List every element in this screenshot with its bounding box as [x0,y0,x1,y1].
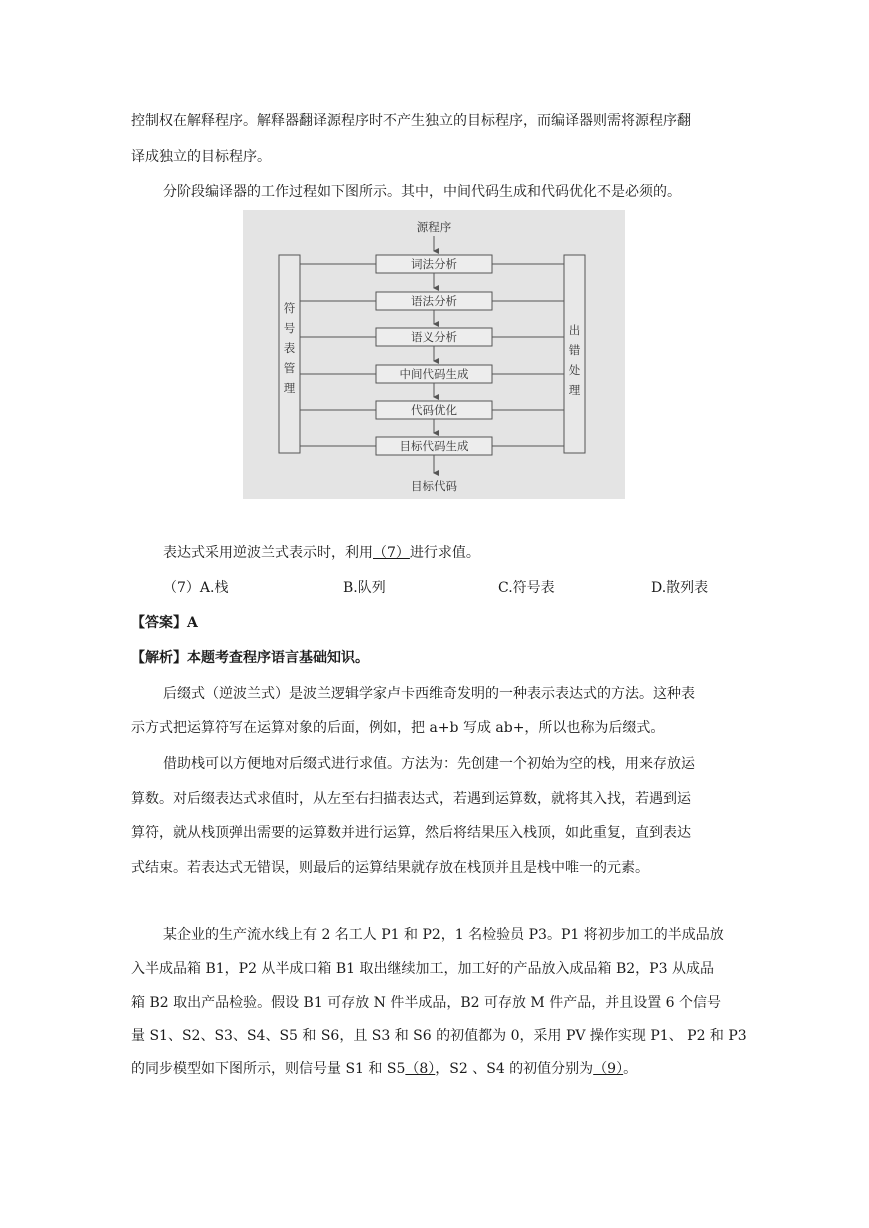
stage-label: 词法分析 [411,257,457,271]
target-code-label: 目标代码 [411,479,457,493]
stage-label: 目标代码生成 [399,439,469,453]
error-handling-char: 理 [568,383,581,397]
paragraph-line: 借助栈可以方便地对后缀式进行求值。方法为：先创建一个初始为空的栈，用来存放运 [163,756,695,772]
paragraph-line: 算数。对后缀表达式求值时，从左至右扫描表达式，若遇到运算数，就将其入找，若遇到运 [131,791,691,807]
analysis-heading [131,648,369,668]
paragraph-line: 后缀式（逆波兰式）是波兰逻辑学家卢卡西维奇发明的一种表示表达式的方法。这种表 [163,686,695,702]
option-d: D.散列表 [651,580,709,596]
error-handling-char: 出 [568,323,581,337]
stage-label: 中间代码生成 [399,367,469,381]
question-7-stem [163,543,480,563]
symbol-table-char: 号 [283,321,296,335]
option-c: C.符号表 [498,580,555,596]
blank-8: （8） [405,1061,436,1077]
paragraph-line: 分阶段编译器的工作过程如下图所示。其中，中间代码生成和代码优化不是必须的。 [163,184,681,200]
paragraph-line: 译成独立的目标程序。 [131,149,271,165]
stem-text: ，S2 、S4 的初值分别为 [435,1061,594,1077]
paragraph-line: 示方式把运算符写在运算对象的后面，例如，把 a+b 写成 ab+，所以也称为后缀式。 [131,720,665,736]
symbol-table-char: 理 [283,381,296,395]
stem-text: 表达式采用逆波兰式表示时，利用 [163,545,373,561]
analysis-title: 本题考查程序语言基础知识。 [187,650,369,666]
stage-label: 语法分析 [411,294,457,308]
blank-9: （9） [593,1061,624,1077]
stem-text: 。 [623,1061,638,1077]
answer-value: A [187,615,198,631]
stem-text: 的同步模型如下图所示，则信号量 S1 和 S5 [131,1061,406,1077]
paragraph-line: 控制权在解释程序。解释器翻译源程序时不产生独立的目标程序，而编译器则需将源程序翻 [131,113,691,129]
option-a: （7）A.栈 [163,580,229,596]
paragraph-line: 量 S1、S2、S3、S4、S5 和 S6，且 S3 和 S6 的初值都为 0，采用 PV 操作实现 P1、 P2 和 P3 [131,1028,747,1044]
error-handling-char: 错 [568,343,581,357]
question-8-stem [131,1059,637,1079]
answer-line [131,613,198,633]
compiler-phases-diagram [243,210,625,499]
option-b: B.队列 [343,580,386,596]
paragraph-line: 算符，就从栈顶弹出需要的运算数并进行运算，然后将结果压入栈顶，如此重复，直到表达 [131,825,691,841]
stage-label: 代码优化 [411,403,457,417]
analysis-label: 【解析】 [131,650,187,666]
blank-7: （7） [373,545,410,561]
paragraph-line: 某企业的生产流水线上有 2 名工人 P1 和 P2，1 名检验员 P3。P1 将初步加工的半成品放 [163,927,724,943]
paragraph-line: 箱 B2 取出产品检验。假设 B1 可存放 N 件半成品，B2 可存放 M 件产品，并且设置 6 个信号 [131,995,722,1011]
symbol-table-char: 符 [283,301,296,315]
paragraph-line: 入半成品箱 B1，P2 从半成口箱 B1 取出继续加工，加工好的产品放入成品箱 B2，P3 从成品 [131,961,714,977]
symbol-table-char: 表 [283,341,296,355]
symbol-table-char: 管 [283,361,296,375]
paragraph-line: 式结束。若表达式无错误，则最后的运算结果就存放在栈顶并且是栈中唯一的元素。 [131,860,649,876]
stage-label: 语义分析 [411,330,457,344]
stem-text: 进行求值。 [409,545,480,561]
error-handling-char: 处 [568,363,581,377]
answer-label: 【答案】 [131,615,187,631]
source-program-label: 源程序 [416,220,452,234]
